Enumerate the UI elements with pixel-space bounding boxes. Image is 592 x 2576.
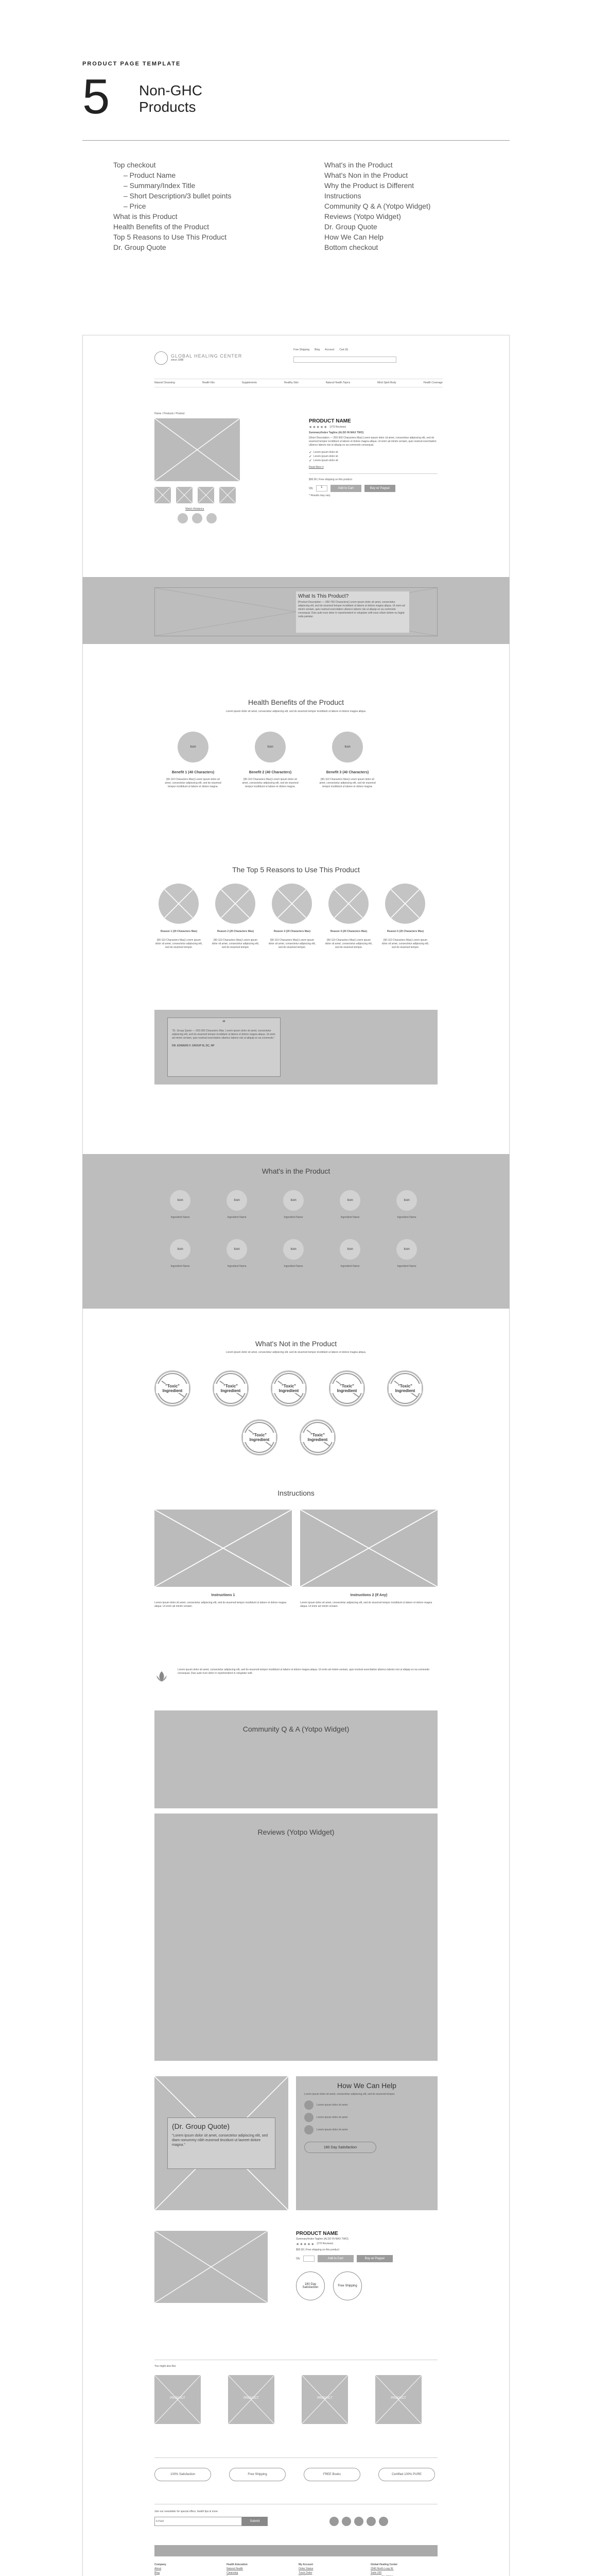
price: $00.00 | Free shipping on this product	[309, 478, 352, 481]
instruction-text: Lorem ipsum dolor sit amet, consectetur adipiscing elit, sed do eiusmod tempor incididunt ut labore et dolore magna aliqua. Ut enim ad minim veniam.	[300, 1601, 432, 1608]
benefit-heading: Benefit 1 (40 Characters)	[171, 771, 215, 774]
toc-item: Reviews (Yotpo Widget)	[324, 212, 401, 221]
toc-item: Top checkout	[113, 161, 156, 169]
bottom-summary: Summary/Index Tagline (ALSO IN MAX TWO)	[296, 2238, 349, 2241]
related-label: You might also like	[154, 2365, 176, 2368]
toxic-ingredient-label: "Toxic" Ingredient	[389, 1384, 422, 1393]
related-product-label: PRODUCT	[170, 2397, 185, 2400]
reason-text: [90-110 Characters Max] Lorem ipsum dolor sit amet, consectetur adipiscing elit, sed do eiusmod tempor.	[155, 939, 203, 949]
thumbnail-row	[154, 487, 236, 503]
footer-link[interactable]: About	[154, 2567, 162, 2570]
template-number: 5	[82, 69, 110, 124]
toxic-ingredient-label: "Toxic" Ingredient	[156, 1384, 189, 1393]
read-more-link[interactable]: Read More ▾	[309, 466, 324, 469]
header-search[interactable]	[293, 357, 396, 363]
why-different-text: Lorem ipsum dolor sit amet, consectetur adipiscing elit, sed do eiusmod tempor incididunt ut labore et dolore magna aliqua. Ut enim ad minim veniam, quis nostrud exercitation ullamco laboris nisi ut aliquip ex ea commodo consequat. Duis aute irure dolor in reprehenderit in voluptate velit.	[178, 1668, 430, 1675]
buybox-details	[309, 418, 438, 498]
ingredient-name: Ingredient Name	[397, 1265, 416, 1268]
trust-badge: 100% Satisfaction	[154, 2468, 211, 2481]
ingredient-icon: Icon	[340, 1239, 360, 1260]
toc-item: – Price	[124, 202, 146, 210]
toc-item: Dr. Group Quote	[113, 243, 166, 251]
toxic-ingredient-label: "Toxic" Ingredient	[330, 1384, 363, 1393]
free-shipping-badge: Free Shipping	[333, 2272, 362, 2300]
bottom-price: $00.00 | Free shipping on this product	[296, 2248, 339, 2251]
circle-thumb[interactable]	[206, 513, 217, 523]
reviews-widget[interactable]	[154, 1814, 438, 2061]
reason-image	[159, 884, 199, 924]
title-line-1: Non-GHC	[139, 82, 202, 98]
toc-item: Bottom checkout	[324, 243, 378, 251]
help-line-text: Lorem ipsum dolor sit amet	[317, 2103, 348, 2107]
check-icon: ✓	[309, 455, 312, 459]
help-title: How We Can Help	[337, 2081, 396, 2090]
main-nav-item[interactable]: Healthy Skin	[284, 381, 299, 384]
whats-not-title: What's Not in the Product	[255, 1340, 337, 1348]
main-nav-item[interactable]: Natural Cleansing	[154, 381, 175, 384]
reason-image	[328, 884, 369, 924]
related-product-card[interactable]	[228, 2375, 274, 2424]
pinterest-icon[interactable]	[379, 2517, 388, 2526]
main-nav	[154, 379, 443, 387]
benefit-heading: Benefit 3 (40 Characters)	[326, 771, 369, 774]
ingredient-icon: Icon	[396, 1190, 417, 1211]
benefit-text: [90-110 Characters Max] Lorem ipsum dolor sit amet, consectetur adipiscing elit, sed do eiusmod tempor incididunt ut labore et dolore magna.	[242, 778, 299, 788]
thumbnail[interactable]	[154, 487, 171, 503]
ingredient-icon: Icon	[396, 1239, 417, 1260]
toxic-ingredient-badge	[300, 1419, 336, 1455]
ingredient-icon: Icon	[227, 1239, 247, 1260]
benefit-icon: Icon	[255, 732, 286, 762]
product-main-image	[154, 418, 240, 481]
related-product-card[interactable]	[302, 2375, 348, 2424]
bullet-text: Lorem ipsum dolor sit	[313, 454, 338, 458]
title-line-2: Products	[139, 99, 196, 115]
bullet-item	[309, 454, 438, 459]
help-lines	[304, 2100, 429, 2134]
quote2-text: “Lorem ipsum dolor sit amet, consectetur adipiscing elit, sed diam nonummy nibh euismod tincidunt ut laoreet dolore magna.”	[172, 2134, 268, 2147]
ingredient-name: Ingredient Name	[340, 1216, 360, 1219]
reason-heading: Reason 2 (20 Characters Max)	[217, 930, 254, 933]
qty-select[interactable]: 1	[316, 485, 327, 492]
help-button[interactable]: 180 Day Satisfaction	[304, 2142, 376, 2153]
benefits-title: Health Benefits of the Product	[248, 698, 344, 706]
toc-item: Instructions	[324, 192, 361, 200]
quote-mark-icon: “	[222, 1019, 225, 1028]
quote-box	[167, 1018, 281, 1077]
reviews-title: Reviews (Yotpo Widget)	[257, 1828, 335, 1836]
satisfaction-badge: 180 Day Satisfaction	[296, 2272, 325, 2300]
footer-link[interactable]: 2040 North Loop W.	[371, 2567, 394, 2570]
whats-not-intro: Lorem ipsum dolor sit amet, consectetur adipiscing elit, sed do eiusmod tempor incididunt ut labore et dolore magna aliqua.	[225, 1351, 367, 1354]
toxic-ingredient-badge	[271, 1370, 307, 1406]
reason-text: [90-110 Characters Max] Lorem ipsum dolor sit amet, consectetur adipiscing elit, sed do eiusmod tempor.	[212, 939, 259, 949]
reason-image	[385, 884, 425, 924]
bullet-text: Lorem ipsum dolor sit	[313, 459, 338, 462]
footer-link[interactable]: Natural Health	[227, 2567, 243, 2570]
related-product-label: PRODUCT	[391, 2397, 406, 2400]
instruction-heading: Instructions 2 (If Any)	[350, 1594, 388, 1597]
reason-text: [90-110 Characters Max] Lorem ipsum dolor sit amet, consectetur adipiscing elit, sed do eiusmod tempor.	[381, 939, 429, 949]
quote2-block	[154, 2076, 288, 2210]
ingredient-name: Ingredient Name	[227, 1265, 247, 1268]
instruction-image	[154, 1510, 292, 1587]
toc-item: What is this Product	[113, 212, 178, 221]
benefits-intro: Lorem ipsum dolor sit amet, consectetur adipiscing elit, sed do eiusmod tempor incididunt ut labore et dolore magna aliqua.	[225, 710, 367, 713]
main-nav-item[interactable]: Natural Health Topics	[325, 381, 351, 384]
reason-heading: Reason 3 (20 Characters Max)	[273, 930, 311, 933]
social-icons	[329, 2517, 388, 2526]
ingredient-name: Ingredient Name	[227, 1216, 247, 1219]
benefit-text: [90-110 Characters Max] Lorem ipsum dolor sit amet, consectetur adipiscing elit, sed do eiusmod tempor incididunt ut labore et dolore magna.	[165, 778, 221, 788]
ingredient-name: Ingredient Name	[170, 1265, 190, 1268]
footer-link[interactable]: Suite 200	[371, 2571, 382, 2574]
newsletter-submit-button[interactable]: Submit	[242, 2517, 268, 2526]
ingredient-name: Ingredient Name	[284, 1216, 303, 1219]
what-is-textbox	[296, 591, 409, 633]
footer-link[interactable]: Cleansing	[227, 2571, 238, 2574]
thumb-circles	[178, 513, 217, 523]
circle-thumb[interactable]	[178, 513, 188, 523]
toc-item: Top 5 Reasons to Use This Product	[113, 233, 227, 241]
check-icon: ✓	[309, 451, 312, 454]
instruction-heading: Instructions 1	[211, 1594, 235, 1597]
main-nav-item[interactable]: Health Coverage	[423, 381, 443, 384]
reason-heading: Reason 5 (20 Characters Max)	[387, 930, 424, 933]
instruction-text: Lorem ipsum dolor sit amet, consectetur adipiscing elit, sed do eiusmod tempor incididunt ut labore et dolore magna aliqua. Ut enim ad minim veniam.	[154, 1601, 287, 1608]
reason-image	[272, 884, 312, 924]
thumbnail[interactable]	[176, 487, 193, 503]
trust-badge: Free Shipping	[229, 2468, 286, 2481]
toc-item: Health Benefits of the Product	[113, 223, 209, 231]
newsletter-form	[154, 2517, 268, 2526]
toc-item: What's Non in the Product	[324, 171, 408, 179]
bottom-product-image	[154, 2231, 268, 2303]
reason-heading: Reason 1 (20 Characters Max)	[160, 930, 198, 933]
toc-item: Dr. Group Quote	[324, 223, 377, 231]
help-line	[304, 2100, 429, 2110]
benefit-icon: Icon	[332, 732, 363, 762]
twitter-icon[interactable]	[342, 2517, 351, 2526]
related-product-card[interactable]	[375, 2375, 422, 2424]
main-nav-item[interactable]: Mind Spirit Body	[377, 381, 396, 384]
quote-text: “Dr. Group Quote — 200-300 Characters Max. Lorem ipsum dolor sit amet, consectetur adipiscing elit, sed do eiusmod tempor incididunt ut labore et dolore magna aliqua. Ut enim ad minim veniam, quis nostrud exercitation ullamco laboris nisi ut aliquip ex ea commodo.”	[172, 1029, 275, 1040]
help-line-text: Lorem ipsum dolor sit amet	[317, 2115, 348, 2119]
community-widget[interactable]	[154, 1710, 438, 1808]
main-nav-item[interactable]: Health Kits	[202, 381, 215, 384]
ingredient-name: Ingredient Name	[284, 1265, 303, 1268]
footer-link[interactable]: Track Order	[299, 2571, 312, 2574]
bullet-list	[309, 450, 438, 463]
ingredient-name: Ingredient Name	[170, 1216, 190, 1219]
rating-stars-icon: ★★★★★	[309, 426, 328, 429]
toc-item: Community Q & A (Yotpo Widget)	[324, 202, 431, 210]
summary-label: Summary/Index Tagline (ALSO IN MAX TWO)	[309, 431, 364, 434]
ingredient-icon: Icon	[170, 1190, 190, 1211]
toc-item: – Summary/Index Title	[124, 181, 196, 190]
benefit-heading: Benefit 2 (40 Characters)	[249, 771, 292, 774]
community-title: Community Q & A (Yotpo Widget)	[242, 1725, 350, 1733]
bullet-item	[309, 450, 438, 454]
reason-text: [90-110 Characters Max] Lorem ipsum dolor sit amet, consectetur adipiscing elit, sed do eiusmod tempor.	[325, 939, 373, 949]
bottom-buy-now-button[interactable]: Buy w/ Paypal	[357, 2255, 393, 2262]
watch-video-link[interactable]: Watch Related ▸	[185, 507, 204, 511]
quote-author: DR. EDWARD F. GROUP III, DC, NP	[172, 1044, 215, 1047]
help-line	[304, 2113, 429, 2122]
footer-heading: Global Healing Center	[371, 2563, 398, 2566]
toxic-ingredient-label: "Toxic" Ingredient	[214, 1384, 247, 1393]
quote2-title: (Dr. Group Quote)	[172, 2122, 230, 2130]
what-is-title: What Is This Product?	[298, 594, 349, 599]
ingredient-icon: Icon	[340, 1190, 360, 1211]
help-line-text: Lorem ipsum dolor sit amet	[317, 2128, 348, 2131]
toc-item: Why the Product is Different	[324, 181, 414, 190]
bullet-text: Lorem ipsum dolor sit	[313, 450, 338, 454]
newsletter-email-input[interactable]	[154, 2517, 242, 2526]
related-product-label: PRODUCT	[317, 2397, 333, 2400]
qty-label: Qty	[309, 486, 313, 490]
toc-item: – Short Description/3 bullet points	[124, 192, 232, 200]
toxic-ingredient-badge	[213, 1370, 249, 1406]
thumbnail[interactable]	[198, 487, 214, 503]
site-logo[interactable]	[154, 351, 242, 365]
toxic-ingredient-badge	[241, 1419, 277, 1455]
toc-item: What's in the Product	[324, 161, 393, 169]
top-nav-link[interactable]: Cart (0)	[339, 348, 349, 351]
leaf-icon	[154, 1669, 169, 1684]
toc-left	[113, 160, 231, 252]
help-avatar-icon	[304, 2113, 314, 2122]
what-is-body: [Product Description — 350-750 Characters] Lorem ipsum dolor sit amet, consectetur adipiscing elit, sed do eiusmod tempor incididunt ut labore et dolore magna aliqua. Ut enim ad minim veniam, quis nostrud exercitation ullamco laboris nisi ut aliquip ex ea commodo consequat. Duis aute irure dolor in reprehenderit in voluptate velit esse cillum dolore eu fugiat nulla pariatur.	[298, 601, 405, 618]
toxic-ingredient-label: "Toxic" Ingredient	[272, 1384, 305, 1393]
circle-thumb[interactable]	[192, 513, 202, 523]
trust-badge: FREE Books	[304, 2468, 360, 2481]
benefit-text: [90-110 Characters Max] Lorem ipsum dolor sit amet, consectetur adipiscing elit, sed do eiusmod tempor incididunt ut labore et dolore magna.	[319, 778, 376, 788]
toxic-ingredient-badge	[387, 1370, 423, 1406]
ingredient-icon: Icon	[283, 1239, 304, 1260]
check-icon: ✓	[309, 459, 312, 463]
youtube-icon[interactable]	[367, 2517, 376, 2526]
help-text: Lorem ipsum dolor sit amet, consectetur adipiscing elit, sed do eiusmod tempor.	[304, 2093, 395, 2096]
product-name: PRODUCT NAME	[309, 418, 351, 424]
header-divider	[82, 140, 510, 141]
footer-heading: Health Education	[227, 2563, 248, 2566]
template-title	[139, 82, 202, 115]
bottom-product-name: PRODUCT NAME	[296, 2231, 338, 2236]
bottom-add-to-cart-button[interactable]: Add to Cart	[318, 2255, 354, 2262]
help-block	[296, 2076, 438, 2210]
toxic-ingredient-label: "Toxic" Ingredient	[243, 1433, 276, 1442]
footer-heading: Company	[154, 2563, 166, 2566]
reason-image	[215, 884, 255, 924]
facebook-icon[interactable]	[329, 2517, 339, 2526]
breadcrumb[interactable]: Home / Products / Product	[154, 412, 185, 415]
results-note: * Results may vary	[309, 494, 330, 497]
logo-text: GLOBAL HEALING CENTER	[171, 353, 242, 359]
main-nav-item[interactable]: Supplements	[241, 381, 257, 384]
toxic-ingredient-label: "Toxic" Ingredient	[301, 1433, 334, 1442]
ingredient-icon: Icon	[227, 1190, 247, 1211]
bottom-qty-label: Qty	[296, 2257, 300, 2260]
related-product-label: PRODUCT	[243, 2397, 259, 2400]
footer-bar	[154, 2545, 438, 2556]
bottom-buybox	[296, 2231, 438, 2300]
review-count[interactable]: (270 Reviews)	[329, 425, 346, 429]
top-nav	[293, 348, 348, 352]
footer-link[interactable]: Blog	[154, 2571, 160, 2574]
top-nav-link[interactable]: Free Shipping	[293, 348, 310, 351]
bullet-item	[309, 459, 438, 463]
ingredient-icon: Icon	[283, 1190, 304, 1211]
whats-in-band	[82, 1154, 510, 1309]
instruction-image	[300, 1510, 438, 1587]
footer-heading: My Account	[299, 2563, 314, 2566]
instagram-icon[interactable]	[354, 2517, 363, 2526]
toc-item: How We Can Help	[324, 233, 384, 241]
bottom-rating-stars-icon: ★★★★★	[296, 2243, 315, 2246]
template-kicker: PRODUCT PAGE TEMPLATE	[82, 61, 181, 67]
whats-in-title: What's in the Product	[262, 1167, 330, 1175]
top-nav-link[interactable]: Account	[325, 348, 335, 351]
buy-now-button[interactable]: Buy w/ Paypal	[364, 485, 395, 492]
instructions-title: Instructions	[277, 1489, 315, 1497]
toxic-ingredient-badge	[154, 1370, 190, 1406]
help-line	[304, 2125, 429, 2134]
trust-badge: Certified 100% PURE	[378, 2468, 435, 2481]
reason-text: [90-110 Characters Max] Lorem ipsum dolor sit amet, consectetur adipiscing elit, sed do eiusmod tempor.	[268, 939, 316, 949]
help-avatar-icon	[304, 2100, 314, 2110]
footer-link[interactable]: Order Status	[299, 2567, 314, 2570]
ingredient-name: Ingredient Name	[340, 1265, 360, 1268]
thumbnail[interactable]	[219, 487, 236, 503]
divider	[309, 473, 438, 474]
toc-right	[324, 160, 430, 252]
bottom-qty-select[interactable]	[303, 2256, 315, 2262]
bottom-review-count[interactable]: (270 Reviews)	[317, 2242, 334, 2245]
quote2-box	[167, 2117, 275, 2169]
reasons-title: The Top 5 Reasons to Use This Product	[232, 866, 360, 874]
help-avatar-icon	[304, 2125, 314, 2134]
toc-item: – Product Name	[124, 171, 176, 179]
add-to-cart-button[interactable]: Add to Cart	[330, 485, 361, 492]
short-description: [Short Description — 250-300 Characters Max] Lorem ipsum dolor sit amet, consectetur adipiscing elit, sed do eiusmod tempor incididunt ut labore et dolore magna aliqua. Ut enim ad minim veniam, quis nostrud exercitation ullamco laboris nisi ut aliquip ex ea commodo consequat.	[309, 436, 437, 447]
toxic-ingredient-badge	[329, 1370, 365, 1406]
reason-heading: Reason 4 (20 Characters Max)	[330, 930, 368, 933]
related-product-card[interactable]	[154, 2375, 201, 2424]
newsletter-label: Join our newsletter for special offers, health tips & more	[154, 2510, 218, 2513]
ingredient-name: Ingredient Name	[397, 1216, 416, 1219]
top-nav-link[interactable]: Blog	[315, 348, 320, 351]
logo-sub: since 1998	[171, 359, 184, 362]
logo-icon	[154, 351, 168, 365]
benefit-icon: Icon	[178, 732, 208, 762]
ingredient-icon: Icon	[170, 1239, 190, 1260]
